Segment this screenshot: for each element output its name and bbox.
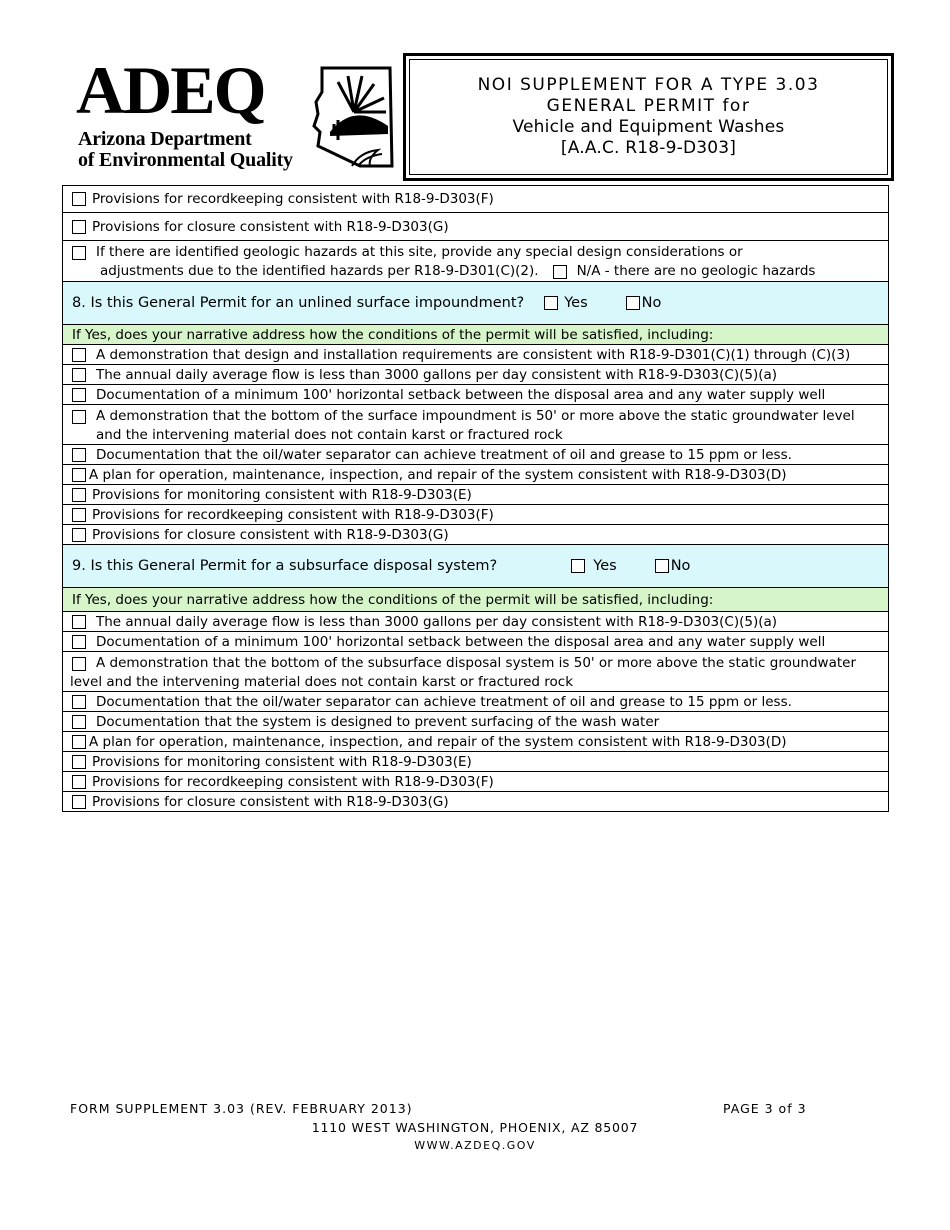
item-label: Provisions for monitoring consistent with R18-9-D303(E) bbox=[92, 486, 472, 503]
list-item bbox=[62, 485, 889, 505]
checkbox[interactable] bbox=[72, 220, 86, 234]
checkbox[interactable] bbox=[72, 755, 86, 769]
address: 1110 WEST WASHINGTON, PHOENIX, AZ 85007 bbox=[311, 1120, 639, 1135]
checkbox-na[interactable] bbox=[553, 265, 567, 279]
item-label-cont: level and the intervening material does not contain karst or fractured rock bbox=[70, 674, 574, 690]
checkbox[interactable] bbox=[72, 615, 86, 629]
title-line-1: NOI SUPPLEMENT FOR A TYPE 3.03 bbox=[477, 75, 820, 95]
checkbox[interactable] bbox=[72, 368, 86, 382]
item-label: Provisions for closure consistent with R18-9-D303(G) bbox=[92, 526, 449, 543]
item-label: Provisions for recordkeeping consistent with R18-9-D303(F) bbox=[92, 191, 494, 207]
question-9 bbox=[62, 545, 889, 588]
checkbox[interactable] bbox=[72, 775, 86, 789]
list-item bbox=[62, 505, 889, 525]
checkbox[interactable] bbox=[72, 635, 86, 649]
list-item bbox=[62, 525, 889, 545]
list-item bbox=[62, 612, 889, 632]
item-label: Documentation that the system is designed to prevent surfacing of the wash water bbox=[96, 713, 660, 730]
adeq-logo bbox=[76, 52, 398, 178]
list-item bbox=[62, 445, 889, 465]
checkbox[interactable] bbox=[72, 735, 86, 749]
list-item bbox=[62, 632, 889, 652]
checkbox[interactable] bbox=[72, 388, 86, 402]
list-item bbox=[62, 213, 889, 241]
logo-line-1: Arizona Department bbox=[78, 128, 252, 150]
checkbox[interactable] bbox=[72, 528, 86, 542]
list-item bbox=[62, 465, 889, 485]
list-item bbox=[62, 365, 889, 385]
checkbox[interactable] bbox=[72, 348, 86, 362]
item-label: Provisions for closure consistent with R18-9-D303(G) bbox=[92, 793, 449, 810]
checkbox[interactable] bbox=[72, 246, 86, 260]
item-label: Provisions for recordkeeping consistent with R18-9-D303(F) bbox=[92, 506, 494, 523]
checkbox[interactable] bbox=[72, 488, 86, 502]
checkbox-yes[interactable] bbox=[544, 296, 558, 310]
question-8 bbox=[62, 282, 889, 325]
yes-label: Yes bbox=[593, 558, 617, 574]
list-item bbox=[62, 692, 889, 712]
list-item bbox=[62, 241, 889, 282]
form-title-box bbox=[403, 53, 894, 181]
item-label: Documentation of a minimum 100' horizontal setback between the disposal area and any water supply well bbox=[96, 633, 826, 650]
subheader: If Yes, does your narrative address how the conditions of the permit will be satisfied, including: bbox=[62, 588, 889, 612]
checkbox[interactable] bbox=[72, 508, 86, 522]
logo-wordmark: ADEQ bbox=[76, 52, 265, 128]
item-label: The annual daily average flow is less than 3000 gallons per day consistent with R18-9-D303(C)(5)(a) bbox=[96, 613, 778, 630]
item-label: If there are identified geologic hazards at this site, provide any special design considerations or bbox=[96, 244, 743, 260]
checkbox[interactable] bbox=[72, 795, 86, 809]
list-item bbox=[62, 752, 889, 772]
item-label: Provisions for monitoring consistent with R18-9-D303(E) bbox=[92, 753, 472, 770]
item-label: Documentation that the oil/water separator can achieve treatment of oil and grease to 15 ppm or less. bbox=[96, 693, 792, 710]
list-item bbox=[62, 405, 889, 445]
item-label-cont: adjustments due to the identified hazards per R18-9-D301(C)(2). bbox=[100, 263, 539, 279]
checkbox[interactable] bbox=[72, 410, 86, 424]
checklist-form bbox=[62, 185, 889, 812]
list-item bbox=[62, 732, 889, 752]
website: WWW.AZDEQ.GOV bbox=[414, 1139, 536, 1152]
question-text: 8. Is this General Permit for an unlined surface impoundment? bbox=[72, 295, 525, 311]
list-item bbox=[62, 385, 889, 405]
item-label: A plan for operation, maintenance, inspection, and repair of the system consistent with R18-9-D303(D) bbox=[89, 733, 787, 750]
item-label: Documentation that the oil/water separator can achieve treatment of oil and grease to 15 ppm or less. bbox=[96, 446, 792, 463]
item-label: Documentation of a minimum 100' horizontal setback between the disposal area and any water supply well bbox=[96, 386, 826, 403]
checkbox[interactable] bbox=[72, 448, 86, 462]
list-item bbox=[62, 792, 889, 812]
item-label: A demonstration that the bottom of the subsurface disposal system is 50' or more above the static groundwater bbox=[96, 655, 856, 671]
no-label: No bbox=[670, 558, 691, 574]
form-id: FORM SUPPLEMENT 3.03 (REV. FEBRUARY 2013) bbox=[70, 1101, 413, 1116]
question-text: 9. Is this General Permit for a subsurface disposal system? bbox=[72, 558, 498, 574]
item-label: Provisions for recordkeeping consistent with R18-9-D303(F) bbox=[92, 773, 494, 790]
checkbox-no[interactable] bbox=[655, 559, 669, 573]
list-item bbox=[62, 185, 889, 213]
list-item bbox=[62, 772, 889, 792]
item-label: A demonstration that the bottom of the surface impoundment is 50' or more above the static groundwater level bbox=[96, 408, 855, 424]
checkbox[interactable] bbox=[72, 695, 86, 709]
list-item bbox=[62, 652, 889, 692]
page-number: PAGE 3 of 3 bbox=[723, 1101, 807, 1116]
logo-line-2: of Environmental Quality bbox=[78, 149, 293, 171]
title-line-2: GENERAL PERMIT for bbox=[546, 96, 751, 116]
list-item bbox=[62, 712, 889, 732]
item-label-cont: and the intervening material does not contain karst or fractured rock bbox=[96, 427, 563, 443]
item-label: A plan for operation, maintenance, inspection, and repair of the system consistent with R18-9-D303(D) bbox=[89, 466, 787, 483]
title-line-4: [A.A.C. R18-9-D303] bbox=[560, 138, 737, 158]
no-label: No bbox=[641, 295, 662, 311]
item-label: A demonstration that design and installation requirements are consistent with R18-9-D301(C)(1) through (C)(3) bbox=[96, 346, 851, 363]
checkbox[interactable] bbox=[72, 468, 86, 482]
checkbox-yes[interactable] bbox=[571, 559, 585, 573]
arizona-map-icon bbox=[308, 62, 398, 170]
list-item bbox=[62, 345, 889, 365]
checkbox[interactable] bbox=[72, 657, 86, 671]
checkbox[interactable] bbox=[72, 715, 86, 729]
subheader: If Yes, does your narrative address how the conditions of the permit will be satisfied, including: bbox=[62, 325, 889, 345]
na-label: N/A - there are no geologic hazards bbox=[576, 263, 816, 279]
yes-label: Yes bbox=[564, 295, 588, 311]
checkbox-no[interactable] bbox=[626, 296, 640, 310]
item-label: The annual daily average flow is less than 3000 gallons per day consistent with R18-9-D303(C)(5)(a) bbox=[96, 366, 778, 383]
title-line-3: Vehicle and Equipment Washes bbox=[512, 117, 785, 137]
checkbox[interactable] bbox=[72, 192, 86, 206]
item-label: Provisions for closure consistent with R18-9-D303(G) bbox=[92, 218, 449, 235]
